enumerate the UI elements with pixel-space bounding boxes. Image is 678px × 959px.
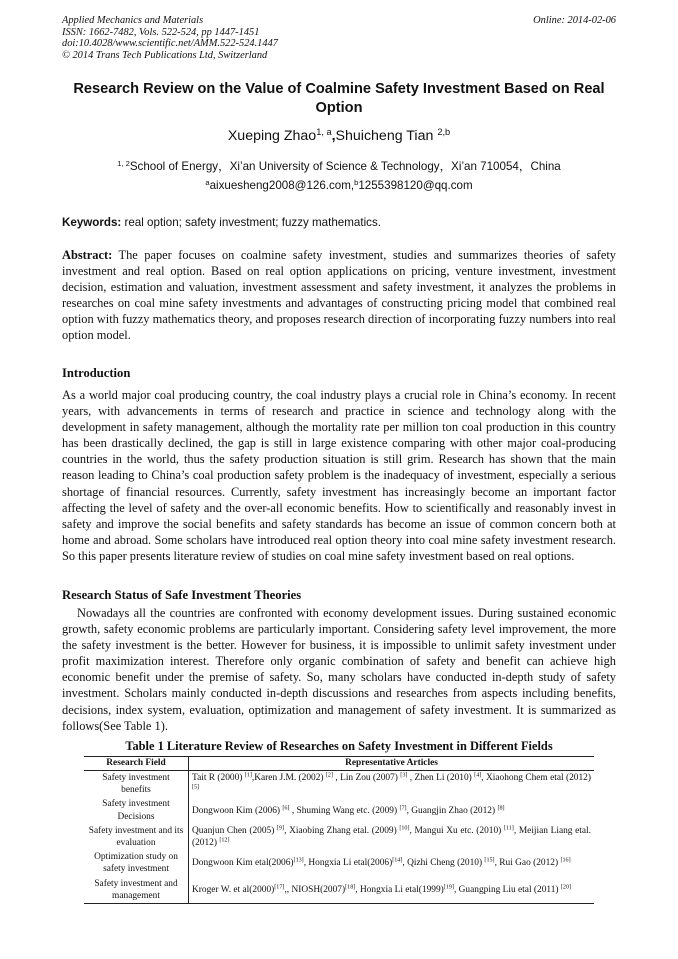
journal-name: Applied Mechanics and Materials — [62, 15, 204, 26]
article-citation-text: , Lin Zou (2007) — [333, 773, 401, 783]
citation-reference: [16] — [560, 857, 571, 864]
author-line — [62, 128, 616, 144]
abstract-section — [62, 247, 616, 344]
introduction-paragraph: As a world major coal producing country, the coal industry plays a crucial role in China’s economy. In recent years, with advancements in terms of research and practice in science and technology along with the development in safety management, although the mortality rate per million ton coal production in this country has been drastically declined, the gap is still in large existence comparing with other major coal-producing countries in the world, thus the safety production situation is still grim. Research has shown that the main reason leading to China’s coal production safety problem is the inadequacy of investment, especially a serious shortage of financial resources. Currently, safety investment has increasingly become an important factor affecting the level of safety and the over-all economic benefits. How to scientifically and reasonably invest in safety and improve the social benefits and safety standards has become an issue of common concern both at home and abroad. Some scholars have introduced real option theory into coal mine safety investment research. So this paper presents literature review of studies on coal mine safety investment based on real options. — [62, 388, 616, 563]
copyright-line: © 2014 Trans Tech Publications Ltd, Switzerland — [62, 49, 268, 61]
research-field-cell: Safety investment Decisions — [84, 797, 189, 823]
journal-header — [62, 15, 278, 61]
citation-reference: [19] — [443, 884, 454, 891]
paper-title: Research Review on the Value of Coalmine Safety Investment Based on Real Option — [73, 81, 605, 116]
article-citation-text: Tait R (2000) — [192, 773, 245, 783]
affiliation-superscript: 1, 2 — [117, 158, 130, 168]
citation-reference: [17] — [274, 884, 285, 891]
article-citation-text: , Meijian Liang etal. (2012) — [192, 825, 591, 849]
citation-reference: [7] — [399, 805, 407, 812]
author-separator: , — [331, 128, 336, 144]
research-field-cell: Safety investment and its evaluation — [84, 824, 189, 850]
article-citation-text: , Xiaohong Chem etal (2012) — [481, 773, 591, 783]
research-field-cell: Optimization study on safety investment — [84, 850, 189, 876]
email-line — [62, 179, 616, 192]
article-citation-text: , Xiaobing Zhang etal. (2009) — [284, 825, 400, 836]
table-row — [84, 850, 594, 876]
column-header-field: Research Field — [84, 757, 189, 771]
article-citation-text: , Hongxia Li etal(1999) — [355, 884, 444, 895]
abstract-label: Abstract: — [62, 248, 113, 262]
citation-reference: [8] — [497, 805, 505, 812]
research-field-cell: Safety investment benefits — [84, 771, 189, 798]
representative-articles-cell — [189, 797, 595, 823]
article-citation-text: , Zhen Li (2010) — [407, 773, 475, 783]
affiliation-line — [62, 158, 616, 174]
article-citation-text: , Mangui Xu etc. (2010) — [409, 825, 504, 836]
citation-reference: [10] — [399, 825, 410, 832]
citation-reference: [1] — [244, 772, 252, 779]
research-status-heading: Research Status of Safe Investment Theories — [62, 588, 302, 602]
introduction-heading: Introduction — [62, 366, 131, 380]
citation-reference: [6] — [282, 805, 290, 812]
email-a-superscript: a — [205, 177, 210, 187]
research-field-cell: Safety investment and management — [84, 877, 189, 904]
article-citation-text: , Rui Gao (2012) — [494, 858, 561, 869]
representative-articles-cell — [189, 824, 595, 850]
article-citation-text: , Shuming Wang etc. (2009) — [289, 805, 400, 816]
citation-reference: [11] — [503, 825, 514, 832]
column-header-articles: Representative Articles — [189, 757, 595, 771]
citation-reference: [5] — [192, 784, 200, 791]
article-citation-text: Dongwoon Kim (2006) — [192, 805, 283, 816]
citation-reference: [4] — [474, 772, 482, 779]
table-row — [84, 877, 594, 904]
keywords-label: Keywords: — [62, 216, 122, 229]
author-2-superscript: 2,b — [437, 126, 451, 137]
article-citation-text: ,Karen J.M. (2002) — [251, 773, 326, 783]
representative-articles-cell — [189, 850, 595, 876]
doi-line: doi:10.4028/www.scientific.net/AMM.522-524.1447 — [62, 38, 278, 50]
issn-line: ISSN: 1662-7482, Vols. 522-524, pp 1447-1451 — [62, 26, 260, 38]
citation-reference: [3] — [400, 772, 408, 779]
author-1-superscript: 1, a — [316, 126, 332, 137]
affiliation-text: School of Energy，Xi’an University of Science & Technology，Xi’an 710054，China — [129, 160, 561, 173]
table-row — [84, 824, 594, 850]
table-row — [84, 771, 594, 798]
table-row — [84, 797, 594, 823]
email-b: 1255398120@qq.com — [358, 179, 473, 192]
author-1-name: Xueping Zhao — [227, 128, 317, 144]
article-citation-text: Kroger W. et al(2000) — [192, 884, 275, 895]
citation-reference: [15] — [484, 857, 495, 864]
table-header-row — [84, 757, 594, 771]
author-2-name: Shuicheng Tian — [335, 128, 438, 144]
citation-reference: [12] — [219, 837, 230, 844]
literature-review-table — [84, 756, 594, 904]
email-b-superscript: b — [354, 177, 359, 187]
citation-reference: [18] — [345, 884, 356, 891]
representative-articles-cell — [189, 771, 595, 798]
citation-reference: [14] — [392, 857, 403, 864]
keywords-text: real option; safety investment; fuzzy mathematics. — [121, 216, 381, 229]
abstract-text: The paper focuses on coalmine safety investment, studies and summarizes theories of safety investment and real option. Based on real option applications on pricing, venture investment, investment decision, estimation and valuation, investment assessment and safety investment, it analyzes the problems in researches on coal mine safety investments and advantages of constructing pricing model that combined real option with fuzzy mathematics theory, and proposes research direction of incorporating fuzzy numbers into real option model. — [62, 248, 616, 343]
article-citation-text: , Guangjin Zhao (2012) — [406, 805, 498, 816]
online-date: Online: 2014-02-06 — [533, 15, 616, 26]
research-status-paragraph: Nowadays all the countries are confronted with economy development issues. During sustained economic growth, safety economic problems are particularly important. Considering safety level improvement, the more the safety investment is the better. However for business, it is impossible to unlimit safety investment under profit maximization interest. Therefore only organic combination of safety and benefit can achieve high economic benefit under the premise of safety. So, many scholars have conducted in-depth study of safety investment. Scholars mainly conducted in-depth discussions and researches from aspects including benefits, decisions, index system, evaluation, optimization and management of safety investment. It is summarized as follows(See Table 1). — [62, 606, 616, 733]
article-citation-text: Quanjun Chen (2005) — [192, 825, 277, 836]
table-body — [84, 771, 594, 904]
article-citation-text: Dongwoon Kim etal(2006) — [192, 858, 294, 869]
article-citation-text: , Guangping Liu etal (2011) — [453, 884, 561, 895]
citation-reference: [13] — [293, 857, 304, 864]
article-citation-text: , Hongxia Li etal(2006) — [303, 858, 393, 869]
citation-reference: [20] — [560, 884, 572, 891]
email-a: aixuesheng2008@126.com, — [209, 179, 355, 192]
citation-reference: [9] — [276, 825, 285, 832]
article-citation-text: ,, NIOSH(2007) — [284, 884, 346, 895]
article-citation-text: , Qizhi Cheng (2010) — [402, 858, 485, 869]
representative-articles-cell — [189, 877, 595, 904]
citation-reference: [2] — [325, 772, 334, 779]
keywords-section — [62, 216, 616, 229]
table-caption: Table 1 Literature Review of Researches on Safety Investment in Different Fields — [125, 739, 553, 753]
